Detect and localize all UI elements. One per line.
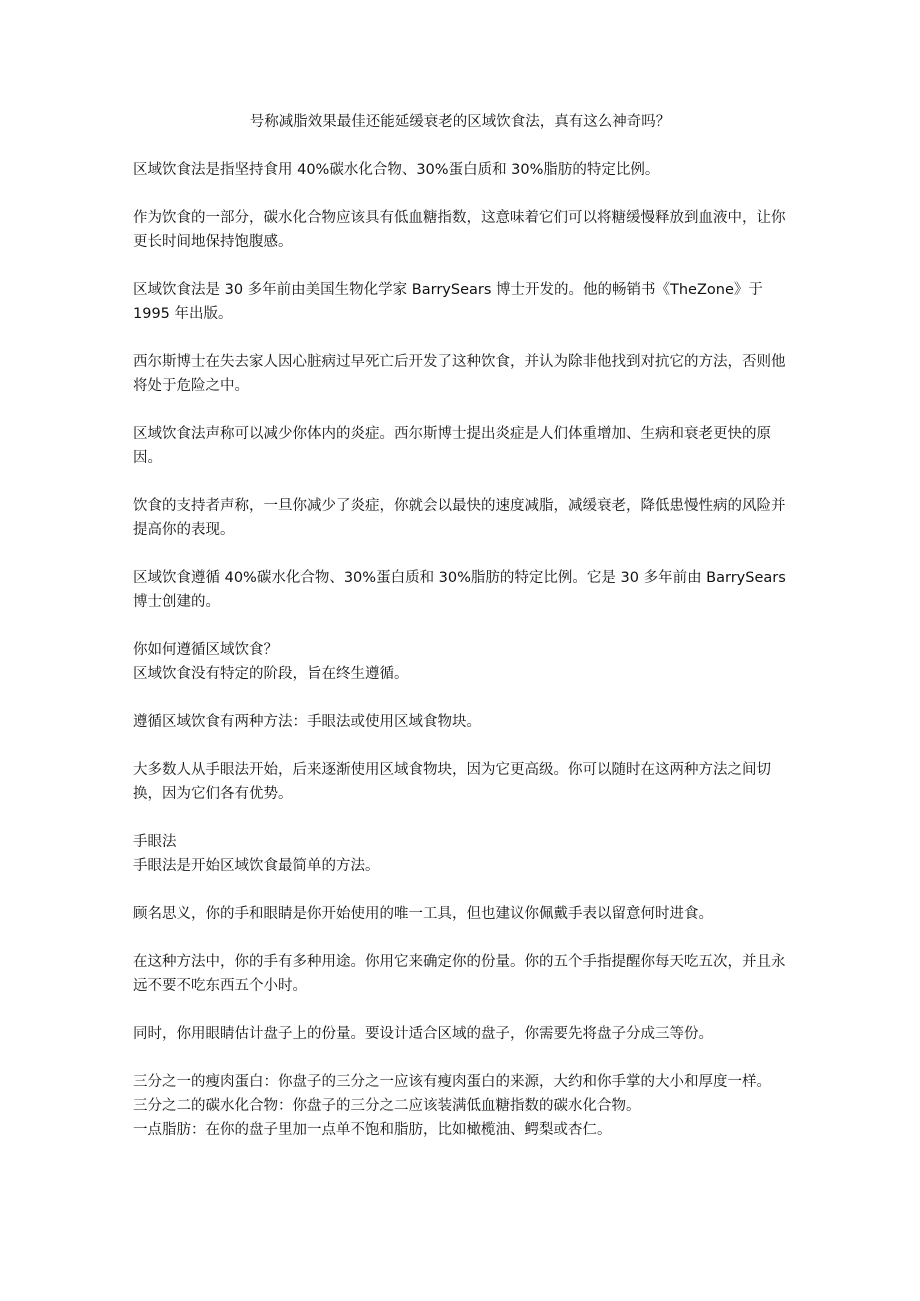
paragraph-zone-ratio: 区域饮食法是指坚持食用 40%碳水化合物、30%蛋白质和 30%脂肪的特定比例。 [133, 162, 660, 178]
paragraph-hand-uses: 在这种方法中，你的手有多种用途。你用它来确定你的份量。你的五个手指提醒你每天吃五次，并且永远不要不吃东西五个小时。 [133, 954, 786, 994]
plate-list-item-fat: 一点脂肪：在你的盘子里加一点单不饱和脂肪，比如橄榄油、鳄梨或杏仁。 [133, 1122, 612, 1138]
section-text: 区域饮食没有特定的阶段，旨在终生遵循。 [133, 666, 409, 682]
section-heading: 手眼法 [133, 834, 177, 850]
paragraph-origin: 西尔斯博士在失去家人因心脏病过早死亡后开发了这种饮食，并认为除非他找到对抗它的方法，否则他将处于危险之中。 [133, 354, 786, 394]
paragraph-low-gi-carbs: 作为饮食的一部分，碳水化合物应该具有低血糖指数，这意味着它们可以将糖缓慢释放到血液中，让你更长时间地保持饱腹感。 [133, 210, 786, 250]
section-hand-eye-method [133, 830, 787, 878]
paragraph-barry-sears: 区域饮食法是 30 多年前由美国生物化学家 BarrySears 博士开发的。他的畅销书《TheZone》于 1995 年出版。 [133, 282, 763, 322]
plate-list-item-carbs: 三分之二的碳水化合物：你盘子的三分之二应该装满低血糖指数的碳水化合物。 [133, 1098, 641, 1114]
paragraph-inflammation: 区域饮食法声称可以减少你体内的炎症。西尔斯博士提出炎症是人们体重增加、生病和衰老更快的原因。 [133, 426, 771, 466]
section-text: 手眼法是开始区域饮食最简单的方法。 [133, 858, 380, 874]
paragraph-switch-methods: 大多数人从手眼法开始，后来逐渐使用区域食物块，因为它更高级。你可以随时在这两种方法之间切换，因为它们各有优势。 [133, 762, 771, 802]
section-how-to-follow [133, 638, 787, 686]
section-heading: 你如何遵循区域饮食？ [133, 642, 278, 658]
paragraph-tools: 顾名思义，你的手和眼睛是你开始使用的唯一工具，但也建议你佩戴手表以留意何时进食。 [133, 906, 713, 922]
plate-list [133, 1070, 787, 1142]
plate-list-item-protein: 三分之一的瘦肉蛋白：你盘子的三分之一应该有瘦肉蛋白的来源，大约和你手掌的大小和厚度一样。 [133, 1074, 771, 1090]
document-title: 号称减脂效果最佳还能延缓衰老的区域饮食法，真有这么神奇吗？ [249, 114, 671, 130]
paragraph-supporters-claim: 饮食的支持者声称，一旦你减少了炎症，你就会以最快的速度减脂，减缓衰老，降低患慢性病的风险并提高你的表现。 [133, 498, 786, 538]
document-page [133, 110, 787, 1142]
paragraph-two-methods: 遵循区域饮食有两种方法：手眼法或使用区域食物块。 [133, 714, 481, 730]
paragraph-summary: 区域饮食遵循 40%碳水化合物、30%蛋白质和 30%脂肪的特定比例。它是 30 多年前由 BarrySears 博士创建的。 [133, 570, 786, 610]
paragraph-eye-estimate: 同时，你用眼睛估计盘子上的份量。要设计适合区域的盘子，你需要先将盘子分成三等份。 [133, 1026, 713, 1042]
